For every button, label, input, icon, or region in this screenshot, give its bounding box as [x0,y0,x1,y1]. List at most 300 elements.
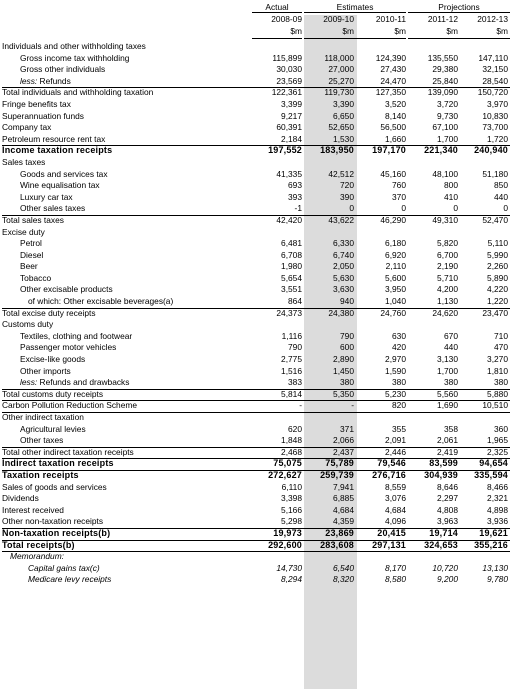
value-cell: 8,140 [385,110,406,121]
value-cell: 670 [444,330,458,341]
value-cell: 710 [494,330,508,341]
value-cell: 371 [340,423,354,434]
value-cell: 2,468 [281,446,302,457]
value-cell: 73,700 [482,122,508,133]
value-cell: 864 [288,296,302,307]
value-cell: 760 [392,180,406,191]
value-cell: 75,789 [325,458,354,469]
value-cell: 3,720 [437,98,458,109]
value-cell: 23,869 [325,527,354,538]
value-cell: 1,700 [437,133,458,144]
value-cell: 355 [392,423,406,434]
row-label: Other imports [20,365,71,376]
table-row [2,308,510,320]
table-row [2,319,510,331]
value-cell: 19,621 [479,527,508,538]
table-row [2,261,510,273]
group-actual: Actual [265,2,289,12]
row-label: less: Refunds and drawbacks [20,377,130,388]
value-cell: 67,100 [432,122,458,133]
less-prefix: less: [20,75,38,86]
value-cell: 19,973 [273,527,302,538]
value-cell: 3,130 [437,354,458,365]
row-label: Beer [20,261,38,272]
value-cell: 41,335 [276,168,302,179]
value-cell: 2,446 [385,446,406,457]
value-cell: 25,840 [432,75,458,86]
value-cell: 0 [503,203,508,214]
value-cell: 6,540 [333,562,354,573]
value-cell: 24,620 [432,307,458,318]
value-cell: 6,650 [333,110,354,121]
receipts-table [2,1,510,586]
table-row [2,145,510,157]
value-cell: 383 [288,377,302,388]
value-cell: 1,516 [281,365,302,376]
value-cell: 6,180 [385,238,406,249]
value-cell: 1,530 [333,133,354,144]
value-cell: 28,540 [482,75,508,86]
value-cell: 693 [288,180,302,191]
table-row [2,435,510,447]
table-row [2,99,510,111]
value-cell: 8,294 [281,574,302,585]
value-cell: 1,848 [281,435,302,446]
value-cell: 276,716 [372,469,406,480]
value-cell: 42,512 [328,168,354,179]
row-label: Superannuation funds [2,110,84,121]
value-cell: 43,622 [328,214,354,225]
value-cell: 20,415 [377,527,406,538]
value-cell: 3,551 [281,284,302,295]
value-cell: 5,110 [487,238,508,249]
value-cell: 720 [340,180,354,191]
value-cell: 3,630 [333,284,354,295]
group-projections: Projections [438,2,480,12]
value-cell: 48,100 [432,168,458,179]
table-row [2,76,510,88]
row-label: Total customs duty receipts [2,388,104,399]
value-cell: 1,700 [437,365,458,376]
value-cell: 24,470 [380,75,406,86]
value-cell: 5,298 [281,516,302,527]
year-2012-13: 2012-13 [477,14,508,24]
value-cell: 1,450 [333,365,354,376]
value-cell: 0 [401,203,406,214]
value-cell: 272,627 [268,469,302,480]
value-cell: 1,980 [281,261,302,272]
value-cell: 1,965 [487,435,508,446]
row-label: Textiles, clothing and footwear [20,330,133,341]
value-cell: 42,420 [276,214,302,225]
row-label: Wine equalisation tax [20,180,100,191]
table-row [2,53,510,65]
value-cell: - [299,400,302,411]
value-cell: -1 [294,203,302,214]
less-prefix: less: [20,377,38,388]
value-cell: 4,220 [487,284,508,295]
value-cell: 2,297 [437,493,458,504]
year-2009-10: 2009-10 [323,14,354,24]
unit: $m [342,26,354,36]
value-cell: 470 [494,342,508,353]
value-cell: 370 [392,191,406,202]
value-cell: 2,110 [385,261,406,272]
value-cell: 380 [392,377,406,388]
row-label: Other taxes [20,435,64,446]
value-cell: 380 [340,377,354,388]
value-cell: 5,350 [333,388,354,399]
table-row [2,342,510,354]
value-cell: 2,321 [487,493,508,504]
value-cell: 83,599 [429,458,458,469]
row-label: Capital gains tax(c) [28,562,100,573]
value-cell: 147,110 [478,52,508,63]
row-label: Indirect taxation receipts [2,458,114,469]
value-cell: 2,419 [437,446,458,457]
row-label: Interest received [2,504,64,515]
table-row [2,470,510,482]
value-cell: 56,500 [380,122,406,133]
row-label: Agricultural levies [20,423,86,434]
value-cell: 4,096 [385,516,406,527]
row-label: Other excisable products [20,284,113,295]
table-row [2,122,510,134]
unit: $m [496,26,508,36]
row-label: Other indirect taxation [2,412,84,422]
value-cell: 390 [340,191,354,202]
row-label: Other non-taxation receipts [2,516,104,527]
value-cell: 3,270 [487,354,508,365]
row-label: Diesel [20,249,44,260]
table-row [2,64,510,76]
value-cell: 23,470 [482,307,508,318]
table-row [2,169,510,181]
value-cell: 9,217 [281,110,302,121]
row-label: Memorandum: [10,551,64,562]
value-cell: 27,000 [328,64,354,75]
value-cell: 3,963 [437,516,458,527]
value-cell: 8,320 [333,574,354,585]
table-row [2,134,510,146]
table-row [2,458,510,470]
value-cell: 5,230 [385,388,406,399]
value-cell: 19,714 [429,527,458,538]
value-cell: 4,898 [487,504,508,515]
row-label: Gross income tax withholding [20,52,130,63]
value-cell: 46,290 [380,214,406,225]
value-cell: 24,760 [380,307,406,318]
value-cell: 3,076 [385,493,406,504]
value-cell: 600 [340,342,354,353]
value-cell: 197,552 [268,145,302,156]
value-cell: 52,470 [482,214,508,225]
value-cell: 355,216 [474,539,508,550]
row-label: Total individuals and withholding taxation [2,87,154,98]
value-cell: 51,180 [482,168,508,179]
value-cell: 2,325 [487,446,508,457]
row-label: Company tax [2,122,52,133]
value-cell: 4,359 [333,516,354,527]
value-cell: 94,654 [479,458,508,469]
value-cell: 2,890 [333,354,354,365]
value-cell: 1,590 [385,365,406,376]
value-cell: 6,110 [281,481,302,492]
value-cell: 2,437 [333,446,354,457]
table-row [2,389,510,401]
row-label: less: Refunds [20,75,71,86]
value-cell: 197,170 [372,145,406,156]
row-label: Non-taxation receipts(b) [2,527,111,538]
value-cell: 24,380 [328,307,354,318]
value-cell: 25,270 [328,75,354,86]
value-cell: 850 [494,180,508,191]
unit: $m [446,26,458,36]
value-cell: 304,939 [424,469,458,480]
row-label: Fringe benefits tax [2,98,71,109]
value-cell: 5,630 [333,272,354,283]
value-cell: 1,040 [385,296,406,307]
row-label: Customs duty [2,319,54,330]
table-row [2,296,510,308]
value-cell: 5,880 [487,388,508,399]
table-row [2,157,510,169]
row-label: Petrol [20,238,42,249]
table-row [2,493,510,505]
value-cell: 150,720 [477,87,508,98]
value-cell: 135,550 [427,52,458,63]
row-label: Gross other individuals [20,64,106,75]
header-units [2,25,510,37]
value-cell: 5,560 [437,388,458,399]
value-cell: 5,890 [487,272,508,283]
table-row [2,250,510,262]
row-label: Tobacco [20,272,52,283]
value-cell: 118,000 [324,52,354,63]
row-label: Taxation receipts [2,469,79,480]
row-label: Medicare levy receipts [28,574,112,585]
row-label: Excise-like goods [20,354,86,365]
value-cell: 5,820 [437,238,458,249]
value-cell: 122,361 [271,87,302,98]
value-cell: 6,740 [333,249,354,260]
value-cell: 1,220 [487,296,508,307]
value-cell: 221,340 [424,145,458,156]
value-cell: 2,050 [333,261,354,272]
value-cell: 3,970 [487,98,508,109]
value-cell: 5,814 [281,388,302,399]
value-cell: 9,780 [487,574,508,585]
value-cell: 4,808 [437,504,458,515]
value-cell: 1,720 [487,133,508,144]
value-cell: 440 [494,191,508,202]
row-label: Total receipts(b) [2,539,75,550]
value-cell: 119,730 [324,87,354,98]
value-cell: 259,739 [320,469,354,480]
value-cell: 5,990 [487,249,508,260]
value-cell: 0 [453,203,458,214]
value-cell: 3,398 [281,493,302,504]
value-cell: 127,350 [375,87,406,98]
value-cell: 3,390 [333,98,354,109]
value-cell: 24,373 [276,307,302,318]
table-row [2,111,510,123]
value-cell: 2,190 [437,261,458,272]
table-row [2,563,510,575]
value-cell: 4,684 [333,504,354,515]
value-cell: 75,075 [273,458,302,469]
table-row [2,192,510,204]
table-row [2,273,510,285]
value-cell: 790 [340,330,354,341]
value-cell: 1,116 [281,330,302,341]
value-cell: 800 [444,180,458,191]
value-cell: 630 [392,330,406,341]
value-cell: 7,941 [333,481,354,492]
value-cell: 30,030 [276,64,302,75]
value-cell: 5,710 [437,272,458,283]
value-cell: 1,130 [437,296,458,307]
value-cell: 8,466 [487,481,508,492]
row-label: Carbon Pollution Reduction Scheme [2,400,138,411]
unit: $m [290,26,302,36]
table-row [2,366,510,378]
table-row [2,180,510,192]
value-cell: 940 [340,296,354,307]
value-cell: 10,830 [482,110,508,121]
value-cell: 6,700 [437,249,458,260]
value-cell: 79,546 [377,458,406,469]
table-row [2,284,510,296]
value-cell: 360 [494,423,508,434]
value-cell: 3,936 [487,516,508,527]
value-cell: 790 [288,342,302,353]
table-row [2,482,510,494]
value-cell: 14,730 [276,562,302,573]
value-cell: 8,580 [385,574,406,585]
row-label: Total other indirect taxation receipts [2,446,134,457]
value-cell: 4,200 [437,284,458,295]
table-row [2,540,510,552]
value-cell: 124,390 [375,52,406,63]
group-estimates: Estimates [336,2,374,12]
value-cell: 60,391 [276,122,302,133]
table-body [2,41,510,586]
value-cell: 6,708 [281,249,302,260]
value-cell: 620 [288,423,302,434]
value-cell: 9,730 [437,110,458,121]
value-cell: 2,260 [487,261,508,272]
value-cell: 440 [444,342,458,353]
value-cell: 292,600 [268,539,302,550]
table-row [2,203,510,215]
year-2011-12: 2011-12 [427,14,458,24]
row-label: Petroleum resource rent tax [2,133,106,144]
value-cell: - [351,400,354,411]
value-cell: 45,160 [380,168,406,179]
table-row [2,505,510,517]
value-cell: 8,559 [385,481,406,492]
table-row [2,412,510,424]
table-row [2,424,510,436]
value-cell: 2,061 [437,435,458,446]
value-cell: 23,569 [276,75,302,86]
table-row [2,227,510,239]
value-cell: 139,090 [427,87,458,98]
value-cell: 380 [444,377,458,388]
value-cell: 10,510 [482,400,508,411]
value-cell: 3,399 [281,98,302,109]
value-cell: 2,066 [333,435,354,446]
value-cell: 324,653 [424,539,458,550]
table-row [2,400,510,412]
value-cell: 4,684 [385,504,406,515]
year-2008-09: 2008-09 [271,14,302,24]
value-cell: 335,594 [474,469,508,480]
value-cell: 27,430 [380,64,406,75]
value-cell: 410 [444,191,458,202]
row-label: Other sales taxes [20,203,86,214]
table-row [2,516,510,528]
value-cell: 2,091 [385,435,406,446]
row-label: Sales of goods and services [2,481,107,492]
value-cell: 5,600 [385,272,406,283]
year-2010-11: 2010-11 [375,14,406,24]
value-cell: 5,654 [281,272,302,283]
value-cell: 820 [392,400,406,411]
row-label: Total sales taxes [2,214,64,225]
value-cell: 8,170 [385,562,406,573]
table-row [2,238,510,250]
table-row [2,87,510,99]
value-cell: 49,310 [432,214,458,225]
table-row [2,528,510,540]
row-label: Income taxation receipts [2,145,113,156]
value-cell: 240,940 [474,145,508,156]
table-row [2,377,510,389]
row-label: Sales taxes [2,156,46,167]
value-cell: 297,131 [372,539,406,550]
value-cell: 29,380 [432,64,458,75]
value-cell: 10,720 [432,562,458,573]
row-label: Dividends [2,493,39,504]
value-cell: 5,166 [281,504,302,515]
table-row [2,331,510,343]
value-cell: 393 [288,191,302,202]
table-row [2,574,510,586]
value-cell: 0 [349,203,354,214]
value-cell: 3,950 [385,284,406,295]
unit: $m [394,26,406,36]
value-cell: 2,184 [281,133,302,144]
table-row [2,551,510,563]
value-cell: 52,650 [328,122,354,133]
value-cell: 380 [494,377,508,388]
row-label: Luxury car tax [20,191,73,202]
value-cell: 420 [392,342,406,353]
value-cell: 1,690 [437,400,458,411]
value-cell: 6,330 [333,238,354,249]
value-cell: 115,899 [272,52,302,63]
value-cell: 2,970 [385,354,406,365]
table-row [2,215,510,227]
value-cell: 1,810 [487,365,508,376]
value-cell: 183,950 [320,145,354,156]
row-label: Total excise duty receipts [2,307,96,318]
value-cell: 1,660 [385,133,406,144]
value-cell: 13,130 [482,562,508,573]
row-label: Individuals and other withholding taxes [2,41,146,51]
